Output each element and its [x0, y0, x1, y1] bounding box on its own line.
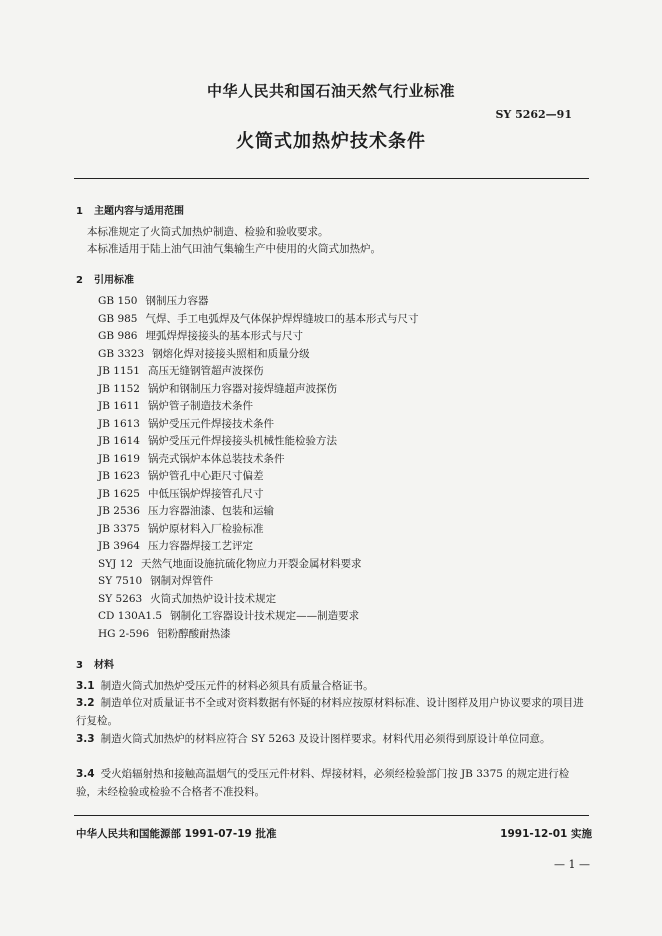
reference-item	[98, 433, 588, 451]
reference-code: HG 2-596	[98, 627, 150, 640]
section-title: 主题内容与适用范围	[94, 206, 184, 217]
clause-number: 3.4	[76, 768, 95, 780]
reference-item	[98, 363, 588, 381]
reference-code: JB 1151	[98, 365, 140, 377]
reference-item	[98, 468, 588, 486]
section-1-paragraph-1: 本标准规定了火筒式加热炉制造、检验和验收要求。	[87, 226, 329, 238]
document-title: 火筒式加热炉技术条件	[236, 131, 426, 152]
reference-item	[98, 346, 588, 364]
reference-code: CD 130A1.5	[98, 610, 163, 622]
reference-title: 埋弧焊焊接接头的基本形式与尺寸	[145, 330, 303, 342]
clause-text: 制造火筒式加热炉的材料应符合 SY 5263 及设计图样要求。材料代用必须得到原设计单位同意。	[100, 733, 551, 745]
reference-title: 锅炉原材料入厂检验标准	[148, 522, 264, 535]
reference-title: 火筒式加热炉设计技术规定	[150, 592, 277, 605]
reference-code: JB 1613	[98, 417, 140, 430]
page-number: — 1 —	[554, 858, 590, 871]
reference-item	[98, 416, 588, 434]
reference-item	[98, 573, 588, 591]
reference-code: JB 1152	[98, 382, 140, 395]
section-title: 材料	[94, 660, 114, 671]
reference-code: JB 1614	[98, 435, 140, 447]
reference-title: 锅炉管孔中心距尺寸偏差	[148, 470, 264, 482]
reference-code: GB 986	[98, 330, 138, 342]
reference-item	[98, 503, 588, 521]
standard-number: SY 5262—91	[495, 108, 572, 121]
reference-title: 气焊、手工电弧焊及气体保护焊焊缝坡口的基本形式与尺寸	[145, 312, 419, 325]
clause-number: 3.1	[76, 680, 95, 692]
header-rule	[74, 178, 589, 179]
reference-code: JB 3375	[98, 522, 140, 535]
reference-item	[98, 626, 588, 644]
section-2-heading	[76, 271, 134, 286]
reference-item	[98, 328, 588, 346]
reference-code: GB 3323	[98, 347, 145, 360]
reference-item	[98, 556, 588, 574]
reference-code: JB 1619	[98, 452, 140, 465]
section-number: 1	[76, 206, 83, 217]
clause-3-1	[76, 677, 590, 695]
section-number: 3	[76, 660, 83, 671]
reference-title: 锅炉受压元件焊接技术条件	[148, 417, 274, 430]
reference-list	[98, 293, 588, 643]
reference-title: 钢熔化焊对接接头照相和质量分级	[152, 347, 310, 360]
clause-text: 制造单位对质量证书不全或对资料数据有怀疑的材料应按原材料标准、设计图样及用户协议要求的项目进行复检。	[76, 697, 584, 727]
reference-item	[98, 311, 588, 329]
clause-text: 受火焰辐射热和接触高温烟气的受压元件材料、焊接材料，必须经检验部门按 JB 3375 的规定进行检验，未经检验或检验不合格者不准投料。	[76, 768, 570, 798]
reference-item	[98, 486, 588, 504]
reference-title: 锅炉管子制造技术条件	[148, 400, 253, 412]
section-1-paragraph-2: 本标准适用于陆上油气田油气集输生产中使用的火筒式加热炉。	[87, 243, 381, 255]
reference-code: JB 1623	[98, 470, 140, 482]
reference-item	[98, 521, 588, 539]
section-3-heading	[76, 656, 114, 671]
reference-code: SY 7510	[98, 575, 143, 587]
reference-title: 压力容器油漆、包装和运输	[148, 505, 274, 517]
section-number: 2	[76, 275, 83, 286]
reference-code: GB 985	[98, 312, 138, 325]
reference-title: 天然气地面设施抗硫化物应力开裂金属材料要求	[141, 557, 362, 570]
reference-title: 钢制压力容器	[145, 295, 209, 307]
reference-title: 中低压锅炉焊接管孔尺寸	[148, 487, 264, 500]
reference-code: JB 1611	[98, 400, 140, 412]
reference-item	[98, 398, 588, 416]
reference-item	[98, 538, 588, 556]
reference-title: 钢制化工容器设计技术规定——制造要求	[170, 610, 360, 622]
org-title: 中华人民共和国石油天然气行业标准	[206, 82, 455, 100]
reference-item	[98, 591, 588, 609]
reference-title: 钢制对焊管件	[150, 575, 214, 587]
reference-item	[98, 293, 588, 311]
reference-title: 锅炉受压元件焊接接头机械性能检验方法	[148, 435, 337, 447]
clause-number: 3.3	[76, 733, 95, 745]
reference-code: SYJ 12	[98, 557, 134, 570]
reference-item	[98, 608, 588, 626]
clause-3-4	[76, 765, 590, 801]
effective-date: 1991-12-01 实施	[500, 828, 592, 840]
reference-code: GB 150	[98, 295, 138, 307]
reference-title: 锅壳式锅炉本体总装技术条件	[148, 452, 285, 465]
reference-title: 铝粉醇酸耐热漆	[157, 627, 231, 640]
reference-code: JB 2536	[98, 505, 140, 517]
reference-code: JB 1625	[98, 487, 140, 500]
clause-3-2	[76, 694, 590, 730]
reference-code: JB 3964	[98, 540, 140, 552]
clause-number: 3.2	[76, 697, 95, 709]
clause-3-3	[76, 730, 590, 748]
reference-item	[98, 381, 588, 399]
reference-title: 压力容器焊接工艺评定	[148, 540, 253, 552]
reference-item	[98, 451, 588, 469]
clause-text: 制造火筒式加热炉受压元件的材料必须具有质量合格证书。	[100, 680, 374, 692]
approval-line: 中华人民共和国能源部 1991-07-19 批准	[76, 828, 277, 840]
reference-code: SY 5263	[98, 592, 143, 605]
footer-rule	[74, 815, 589, 816]
reference-title: 高压无缝钢管超声波探伤	[148, 365, 264, 377]
section-1-heading	[76, 202, 184, 217]
reference-title: 锅炉和钢制压力容器对接焊缝超声波探伤	[148, 382, 337, 395]
section-title: 引用标准	[94, 275, 134, 286]
